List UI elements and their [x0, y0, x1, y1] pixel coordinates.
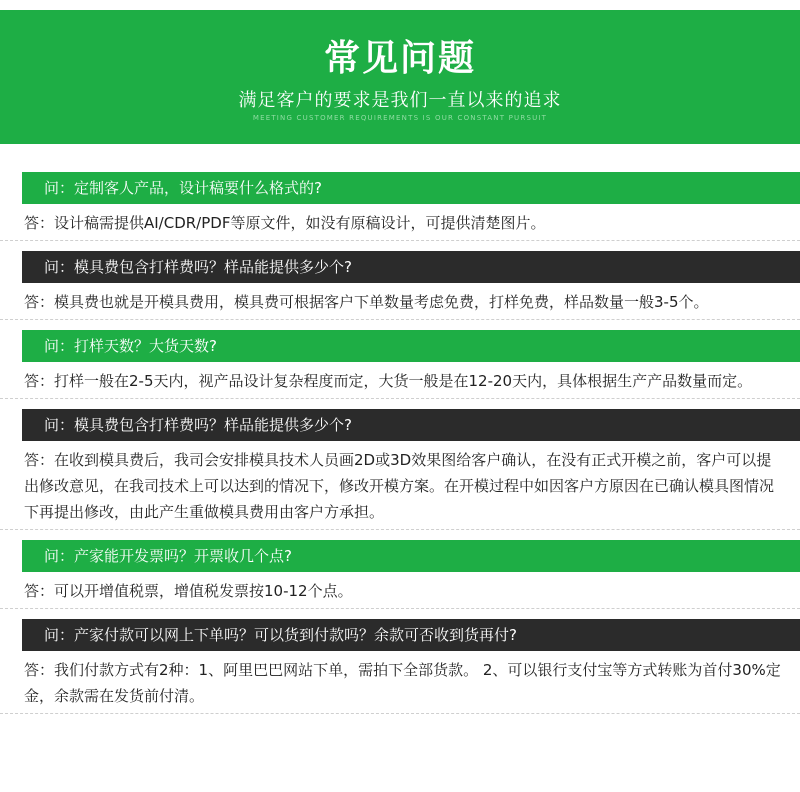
faq-question: 问：产家能开发票吗？开票收几个点?	[16, 540, 800, 572]
faq-question: 问：打样天数？大货天数?	[16, 330, 800, 362]
faq-answer: 答：我们付款方式有2种：1、阿里巴巴网站下单，需拍下全部货款。 2、可以银行支付宝等方式转账为首付30%定金，余款需在发货前付清。	[0, 651, 800, 714]
page-subtitle: 满足客户的要求是我们一直以来的追求	[238, 90, 562, 111]
faq-item	[0, 619, 800, 714]
faq-answer: 答：在收到模具费后，我司会安排模具技术人员画2D或3D效果图给客户确认，在没有正式开模之前，客户可以提出修改意见，在我司技术上可以达到的情况下，修改开模方案。在开模过程中如因客户方原因在已确认模具图情况下再提出修改，由此产生重做模具费用由客户方承担。	[0, 441, 800, 530]
faq-item	[0, 409, 800, 530]
faq-answer: 答：可以开增值税票，增值税发票按10-12个点。	[0, 572, 800, 609]
header-banner	[0, 10, 800, 144]
page-title: 常见问题	[323, 38, 476, 79]
faq-answer: 答：打样一般在2-5天内，视产品设计复杂程度而定，大货一般是在12-20天内，具体根据生产产品数量而定。	[0, 362, 800, 399]
faq-question: 问：模具费包含打样费吗？样品能提供多少个?	[16, 251, 800, 283]
faq-list	[0, 172, 800, 724]
faq-question: 问：模具费包含打样费吗？样品能提供多少个?	[16, 409, 800, 441]
faq-item	[0, 251, 800, 320]
page-subtitle-en: MEETING CUSTOMER REQUIREMENTS IS OUR CONSTANT PURSUIT	[252, 114, 548, 122]
faq-question: 问：定制客人产品，设计稿要什么格式的?	[16, 172, 800, 204]
faq-item	[0, 172, 800, 241]
faq-question: 问：产家付款可以网上下单吗？可以货到付款吗？余款可否收到货再付?	[16, 619, 800, 651]
faq-item	[0, 540, 800, 609]
faq-item	[0, 330, 800, 399]
faq-answer: 答：设计稿需提供AI/CDR/PDF等原文件，如没有原稿设计，可提供清楚图片。	[0, 204, 800, 241]
faq-answer: 答：模具费也就是开模具费用，模具费可根据客户下单数量考虑免费，打样免费，样品数量一般3-5个。	[0, 283, 800, 320]
